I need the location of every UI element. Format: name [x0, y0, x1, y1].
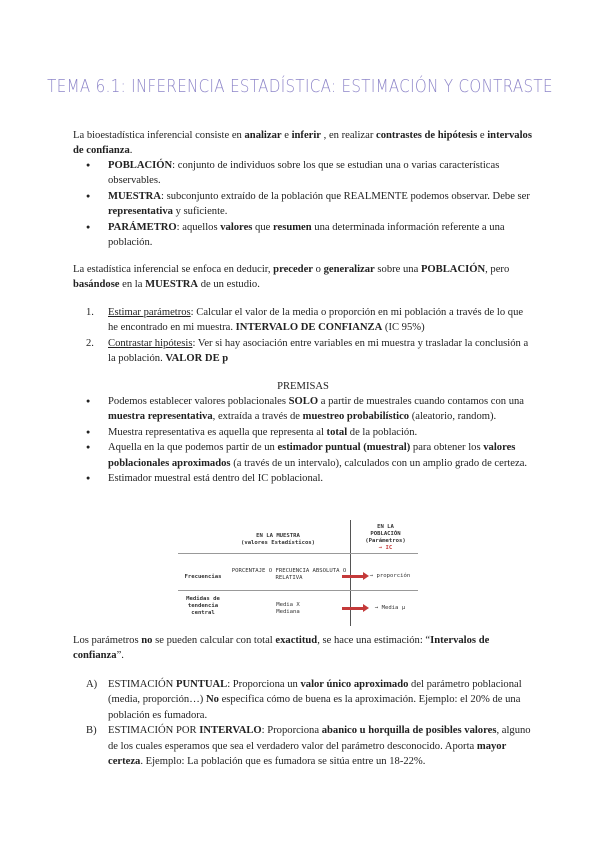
definition-term: POBLACIÓN: [108, 160, 173, 171]
para-text: en la: [119, 279, 146, 291]
premisa-text: a partir de muestrales cuando contamos con una: [318, 396, 524, 407]
premisa-item: [86, 440, 531, 471]
row-label: Frecuencias: [184, 574, 222, 580]
premisa-text: de la población.: [347, 426, 418, 438]
premisa-bold: SOLO: [288, 396, 319, 407]
numbered-item: [86, 305, 531, 336]
row-value: PORCENTAJE O FRECUENCIA ABSOLUTA O RELATIVA: [231, 568, 347, 581]
premisa-item: [86, 425, 531, 440]
red-arrow: [342, 607, 364, 610]
intro-text: .: [129, 145, 133, 157]
para-text: La estadística inferencial se enfoca en deducir,: [73, 264, 274, 275]
definition-text: que: [252, 221, 273, 233]
intro-bold: analizar: [244, 130, 282, 141]
row-value: [258, 602, 318, 616]
item-bold: INTERVALO: [199, 725, 262, 737]
item-text: (IC 95%): [382, 322, 425, 334]
para-text: se pueden calcular con total: [152, 635, 276, 646]
premisa-bold: muestra representativa: [108, 411, 213, 423]
item-letter: A): [86, 679, 98, 690]
premisa-text: , extraída a través de: [212, 411, 303, 423]
definition-bold: valores: [220, 221, 253, 233]
item-text: : Calcular el valor de la media o proporción en mi población a través de lo que he encontrado en mi muestra.: [108, 307, 524, 334]
value-line: Mediana: [276, 609, 300, 615]
estimaciones-list: [86, 677, 531, 769]
header-line: EN LA: [377, 524, 394, 530]
table-rule: [178, 553, 418, 554]
item-text: del parámetro poblacional (media, proporción…): [108, 679, 522, 706]
definition-text: y suficiente.: [172, 206, 228, 218]
header-line: → IC: [378, 545, 393, 551]
intro-text: e: [477, 130, 488, 141]
para-text: de un estudio.: [198, 279, 260, 291]
item-bold: abanico u horquilla de posibles valores: [321, 725, 497, 737]
red-arrow: [342, 575, 364, 578]
numbered-list: [86, 305, 531, 367]
item-text: : Ver si hay asociación entre variables en mi muestra y trasladar la conclusión a la población.: [108, 337, 529, 365]
para-bold: Intervalos de confianza: [73, 635, 490, 662]
item-text: : Proporciona un: [227, 679, 301, 690]
header-line: POBLACIÓN: [370, 531, 401, 537]
row-result: → proporción: [369, 573, 411, 579]
definition-item: [86, 158, 531, 189]
para-text: Los parámetros: [73, 635, 142, 646]
intro-bold: contrastes de hipótesis: [376, 130, 478, 141]
definition-item: [86, 189, 531, 220]
muestra-header: [218, 533, 338, 547]
premisas-list: [86, 394, 531, 486]
intro-paragraph: [73, 128, 533, 159]
para-bold: preceder: [273, 264, 313, 275]
premisa-text: (a través de un intervalo), calculados con un amplio grado de certeza.: [230, 457, 528, 469]
item-bold: INTERVALO DE CONFIANZA: [235, 322, 383, 334]
definition-bold: representativa: [108, 206, 173, 218]
definition-term: PARÁMETRO: [108, 221, 177, 233]
header-line: (valores Estadísticos): [240, 540, 316, 546]
premisa-bold: estimador puntual (muestral): [277, 442, 411, 454]
item-bold: VALOR DE p: [165, 353, 229, 365]
item-bold: mayor certeza: [108, 740, 507, 768]
inference-paragraph: [73, 262, 533, 293]
para-text: sobre una: [374, 264, 421, 275]
item-number: 1.: [86, 307, 94, 318]
item-text: especifica cómo de buena es la aproximación. Ejemplo: el 20% de una población es fumadora.: [108, 694, 521, 721]
table-divider: [350, 520, 351, 626]
definitions-list: [86, 158, 531, 250]
para-bold: basándose: [73, 279, 120, 291]
definition-bold: resumen: [272, 221, 312, 233]
para-bold: exactitud: [275, 635, 318, 646]
intro-text: e: [281, 130, 292, 141]
definition-item: [86, 220, 531, 251]
item-bold: valor único aproximado: [300, 679, 409, 690]
value-line: Media X: [276, 602, 300, 608]
premisa-text: para obtener los: [410, 442, 484, 454]
intro-bold: inferir: [291, 130, 321, 141]
parametros-paragraph: [73, 633, 533, 664]
definition-text: : subconjunto extraído de la población que REALMENTE podemos observar. Debe ser: [160, 190, 530, 202]
premisa-text: Estimador muestral está dentro del IC poblacional.: [108, 473, 324, 485]
label-line: Medidas de: [186, 596, 220, 602]
header-line: EN LA MUESTRA: [256, 533, 300, 539]
item-number: 2.: [86, 337, 94, 349]
table-rule: [178, 590, 418, 591]
item-text: , alguno de los cuales esperamos que sea el verdadero valor del parámetro desconocido. Aporta: [108, 725, 531, 752]
premisa-bold: valores poblacionales aproximados: [108, 442, 516, 469]
premisa-text: Aquella en la que podemos partir de un: [108, 442, 278, 454]
definition-text: una determinada información referente a una población.: [108, 221, 505, 249]
para-bold: POBLACIÓN: [420, 264, 486, 275]
premisa-bold: muestreo probabilístico: [302, 411, 410, 423]
para-bold: MUESTRA: [145, 279, 199, 291]
item-bold: PUNTUAL: [175, 679, 228, 690]
item-letter: B): [86, 725, 97, 737]
estimacion-item: [86, 677, 531, 723]
statistics-table-figure: [178, 520, 418, 628]
poblacion-header: [353, 524, 418, 552]
page-title: TEMA 6.1: INFERENCIA ESTADÍSTICA: ESTIMACIÓN Y CONTRASTE: [47, 77, 553, 97]
premisa-text: (aleatorio, random).: [409, 411, 497, 423]
item-text: ESTIMACIÓN POR: [108, 725, 200, 737]
item-underlined: Contrastar hipótesis: [108, 337, 193, 349]
para-bold: no: [141, 635, 153, 646]
intro-text: , en realizar: [321, 130, 376, 141]
premisa-text: Podemos establecer valores poblacionales: [108, 396, 289, 407]
para-text: o: [312, 264, 324, 275]
premisas-heading: PREMISAS: [277, 381, 329, 392]
premisa-bold: total: [326, 426, 348, 438]
item-text: : Proporciona: [261, 725, 322, 737]
estimacion-item: [86, 723, 531, 769]
para-text: , pero: [485, 264, 510, 275]
item-text: . Ejemplo: La población que es fumadora se sitúa entre un 18-22%.: [140, 756, 426, 768]
item-bold: No: [205, 694, 219, 706]
para-text: , se hace una estimación: “: [317, 635, 431, 646]
premisa-item: [86, 471, 531, 486]
premisa-text: Muestra representativa es aquella que representa al: [108, 426, 327, 438]
para-bold: generalizar: [323, 264, 375, 275]
row-label: [178, 596, 228, 617]
para-text: ”.: [116, 650, 124, 662]
intro-text: La bioestadística inferencial consiste en: [73, 130, 245, 141]
definition-text: : aquellos: [176, 221, 221, 233]
item-text: ESTIMACIÓN: [108, 679, 176, 690]
header-line: (Parámetros): [365, 538, 406, 544]
item-underlined: Estimar parámetros: [108, 307, 191, 318]
intro-bold: intervalos de confianza: [73, 130, 532, 157]
numbered-item: [86, 336, 531, 367]
row-result: → Media μ: [374, 605, 406, 611]
label-line: central: [191, 610, 215, 616]
label-line: tendencia: [187, 603, 219, 609]
definition-term: MUESTRA: [108, 190, 161, 202]
premisa-item: [86, 394, 531, 425]
definition-text: : conjunto de individuos sobre los que se estudian una o varias características observables.: [108, 160, 500, 187]
